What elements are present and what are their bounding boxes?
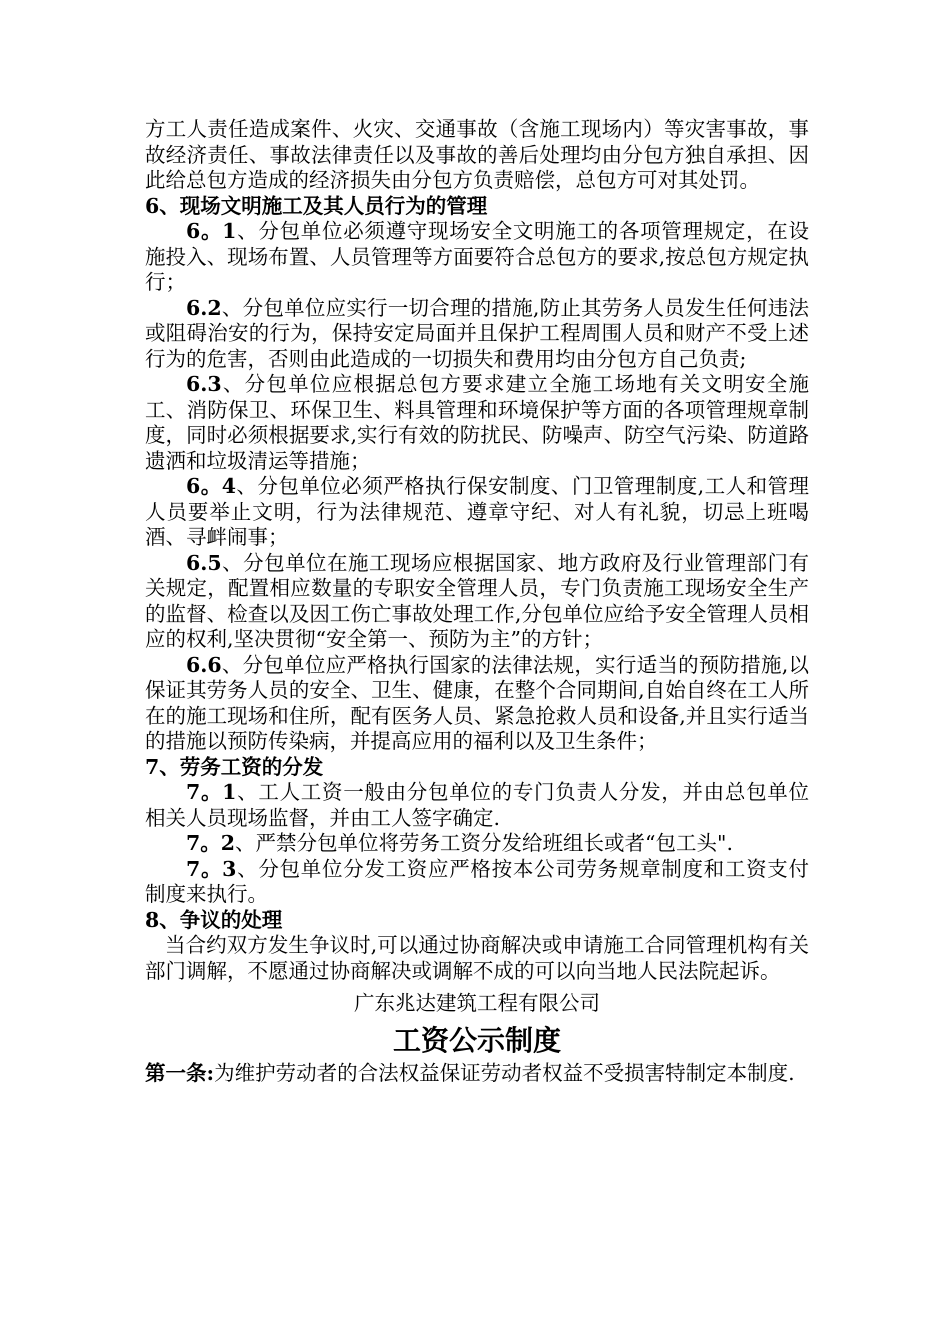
clause-text: 、分包单位必须遵守现场安全文明施工的各项管理规定，在设施投入、现场布置、人员管理等方面要符合总包方的要求,按总包方规定执行； [145,219,810,294]
clause-text: 、工人工资一般由分包单位的专门负责人分发，并由总包单位相关人员现场监督，并由工人签字确定. [145,780,810,830]
clause-6-5 [145,551,809,653]
clause-number: 6.6 [186,652,222,677]
clause-7-1 [145,780,809,831]
clause-6-6 [145,653,809,755]
clause-6-1 [145,219,809,296]
clause-number: 6.5 [186,550,222,575]
clause-number: 6.3 [186,372,222,396]
article-text: 为维护劳动者的合法权益保证劳动者权益不受损害特制定本制度. [214,1061,795,1085]
document-title: 工资公示制度 [392,1024,561,1057]
clause-text: 、分包单位应实行一切合理的措施,防止其劳务人员发生任何违法或阻碍治安的行为，保持安定局面并且保护工程周围人员和财产不受上述行为的危害，否则由此造成的一切损失和费用均由分包方自己负责; [145,295,809,371]
clause-number: 6。1 [186,219,237,243]
clause-text: 、分包单位在施工现场应根据国家、地方政府及行业管理部门有关规定，配置相应数量的专职安全管理人员，专门负责施工现场安全生产的监督、检查以及因工伤亡事故处理工作,分包单位应给予安全管理人员相应的权利,坚决贯彻“安全第一、预防为主”的方针； [145,550,809,651]
clause-text: 、严禁分包单位将劳务工资分发给班组长或者“包工头". [235,831,733,855]
document-page [145,117,809,1087]
clause-6-2 [145,296,809,373]
clause-number: 7。1 [186,780,237,804]
clause-text: 、分包单位应根据总包方要求建立全施工场地有关文明安全施工、消防保卫、环保卫生、料具管理和环境保护等方面的各项管理规章制度，同时必须根据要求,实行有效的防扰民、防噪声、防空气污染、防道路遗洒和垃圾清运等措施； [145,372,809,473]
clause-7-2 [145,831,809,857]
clause-6-4 [145,474,809,551]
clause-7-3 [145,857,809,908]
clause-text: 、分包单位必须严格执行保安制度、门卫管理制度,工人和管理人员要举止文明，行为法律规范、遵章守纪、对人有礼貌，切忌上班喝酒、寻衅闹事； [145,474,810,549]
article-1 [145,1061,809,1087]
clause-6-3 [145,372,809,474]
clause-text: 、分包单位应严格执行国家的法律法规，实行适当的预防措施,以保证其劳务人员的安全、卫生、健康，在整个合同期间,自始自终在工人所在的施工现场和住所，配有医务人员、紧急抢救人员和设备,并且实行适当的措施以预防传染病，并提高应用的福利以及卫生条件； [145,652,809,753]
clause-number: 6。4 [186,474,236,498]
section-8-text: 当合约双方发生争议时,可以通过协商解决或申请施工合同管理机构有关部门调解，不愿通过协商解决或调解不成的可以向当地人民法院起诉。 [145,933,809,983]
clause-text: 、分包单位分发工资应严格按本公司劳务规章制度和工资支付制度来执行。 [145,856,810,906]
company-name: 广东兆达建筑工程有限公司 [354,991,600,1015]
section-6-heading: 6、现场文明施工及其人员行为的管理 [145,193,488,218]
section-8-heading: 8、争议的处理 [145,907,283,932]
intro-paragraph: 方工人责任造成案件、火灾、交通事故（含施工现场内）等灾害事故，事故经济责任、事故法律责任以及事故的善后处理均由分包方独自承担、因此给总包方造成的经济损失由分包方负责赔偿，总包方可对其处罚。 [145,117,809,192]
clause-number: 7。3 [186,856,237,881]
section-7-heading: 7、劳务工资的分发 [145,754,324,779]
article-label: 第一条: [145,1061,215,1085]
clause-number: 7。2 [186,831,236,855]
clause-number: 6.2 [186,295,222,320]
